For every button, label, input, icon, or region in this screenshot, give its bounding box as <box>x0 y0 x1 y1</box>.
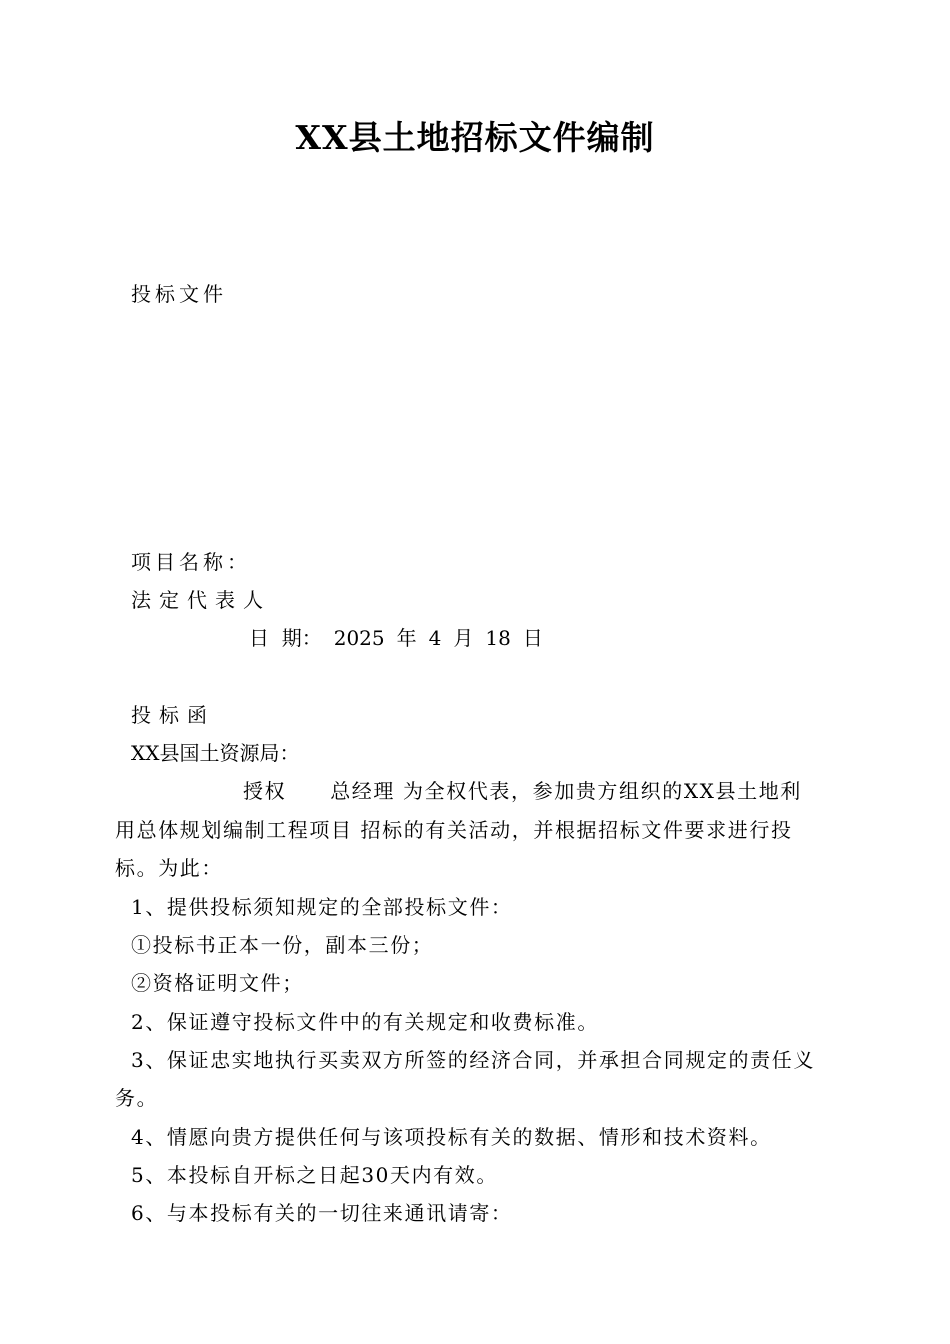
legal-rep-label: 法定代表人 <box>131 588 271 612</box>
intro-line-3: 标。为此： <box>115 856 223 880</box>
date-line <box>249 625 543 651</box>
list-item-3-line-1: 3、保证忠实地执行买卖双方所签的经济合同，并承担合同规定的责任义 <box>131 1048 815 1072</box>
date-year-unit: 年 <box>396 626 417 650</box>
addressee: XX县国土资源局： <box>131 741 300 765</box>
document-title: XX县土地招标文件编制 <box>295 118 655 157</box>
list-item-1b: ②资格证明文件； <box>131 971 304 995</box>
intro-line-1 <box>243 778 802 804</box>
intro-text: 为全权代表，参加贵方组织的XX县土地利 <box>403 779 802 803</box>
date-month-unit: 月 <box>453 626 474 650</box>
date-day: 18 <box>485 626 511 650</box>
project-name-label: 项目名称： <box>131 550 251 574</box>
intro-general-manager: 总经理 <box>330 779 396 803</box>
intro-authorize: 授权 <box>243 779 287 803</box>
date-day-unit: 日 <box>522 626 543 650</box>
list-item-2: 2、保证遵守投标文件中的有关规定和收费标准。 <box>131 1010 599 1034</box>
date-year: 2025 <box>333 626 385 650</box>
date-month: 4 <box>428 626 442 650</box>
list-item-1a: ①投标书正本一份，副本三份； <box>131 933 434 957</box>
date-label: 日 期： <box>249 626 322 650</box>
section-label: 投标文件 <box>131 282 227 306</box>
list-item-5: 5、本投标自开标之日起30天内有效。 <box>131 1163 498 1187</box>
list-item-3-line-2: 务。 <box>115 1086 159 1110</box>
list-item-4: 4、情愿向贵方提供任何与该项投标有关的数据、情形和技术资料。 <box>131 1125 772 1149</box>
list-item-6: 6、与本投标有关的一切往来通讯请寄： <box>131 1201 513 1225</box>
list-item-1: 1、提供投标须知规定的全部投标文件： <box>131 895 513 919</box>
letter-title: 投标函 <box>131 703 215 727</box>
intro-line-2: 用总体规划编制工程项目 招标的有关活动，并根据招标文件要求进行投 <box>115 818 793 842</box>
